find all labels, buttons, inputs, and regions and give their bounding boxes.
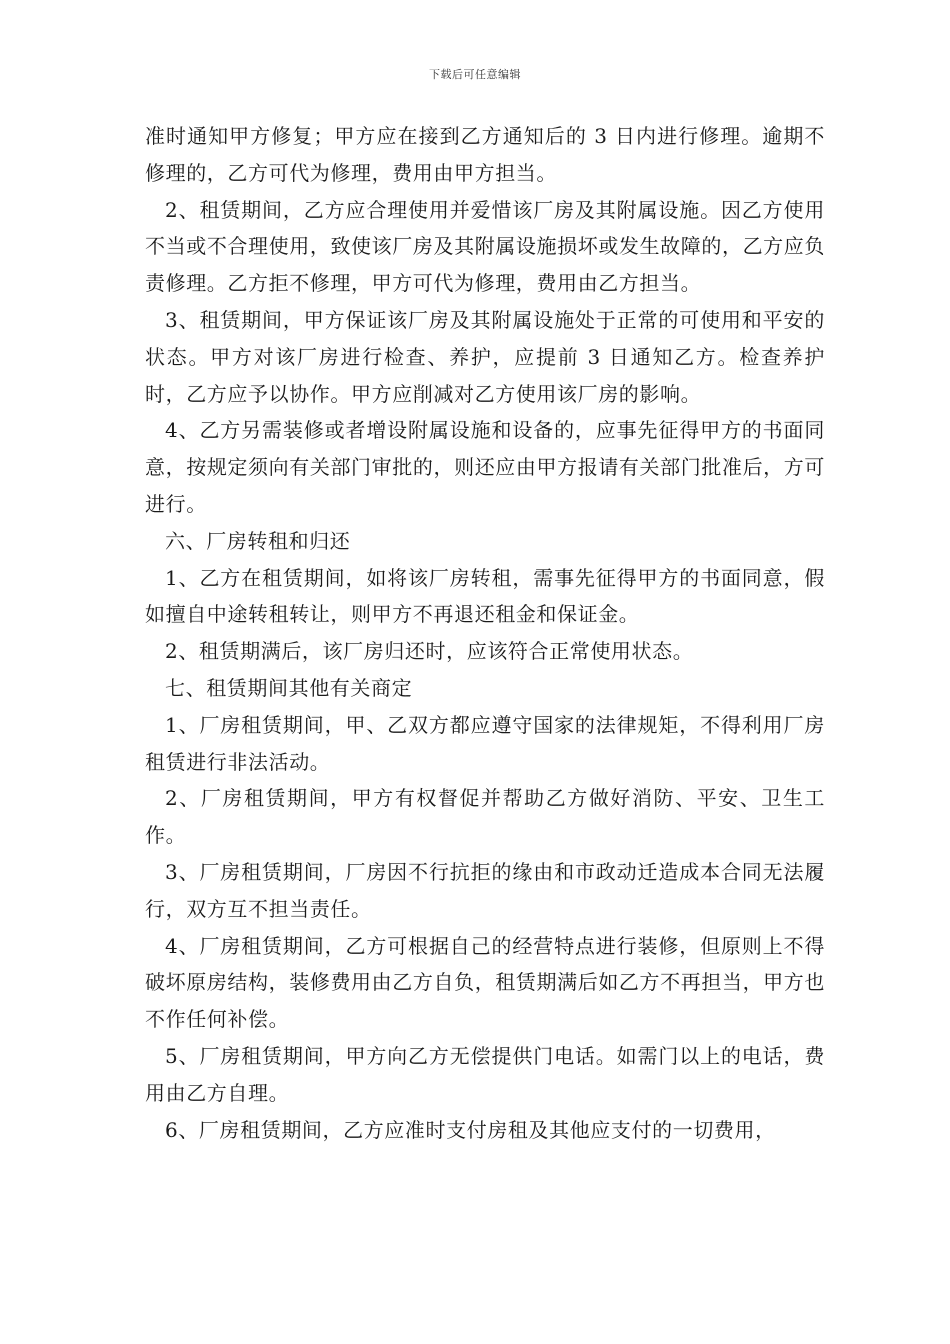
paragraph: 3、厂房租赁期间，厂房因不行抗拒的缘由和市政动迁造成本合同无法履行，双方互不担当责任。 (145, 859, 825, 921)
document-body (145, 118, 825, 1148)
paragraph: 2、租赁期间，乙方应合理使用并爱惜该厂房及其附属设施。因乙方使用不当或不合理使用，致使该厂房及其附属设施损坏或发生故障的，乙方应负责修理。乙方拒不修理，甲方可代为修理，费用由乙方担当。 (145, 197, 825, 296)
paragraph: 准时通知甲方修复；甲方应在接到乙方通知后的 3 日内进行修理。逾期不修理的，乙方可代为修理，费用由甲方担当。 (145, 124, 825, 185)
paragraph: 6、厂房租赁期间，乙方应准时支付房租及其他应支付的一切费用， (165, 1117, 776, 1142)
paragraph: 1、厂房租赁期间，甲、乙双方都应遵守国家的法律规矩，不得利用厂房租赁进行非法活动。 (145, 712, 825, 774)
page-header: 下载后可任意编辑 (429, 68, 521, 81)
paragraph: 4、厂房租赁期间，乙方可根据自己的经营特点进行装修，但原则上不得破坏原房结构，装修费用由乙方自负，租赁期满后如乙方不再担当，甲方也不作任何补偿。 (145, 933, 825, 1032)
paragraph: 4、乙方另需装修或者增设附属设施和设备的，应事先征得甲方的书面同意，按规定须向有关部门审批的，则还应由甲方报请有关部门批准后，方可进行。 (145, 418, 825, 516)
paragraph: 2、厂房租赁期间，甲方有权督促并帮助乙方做好消防、平安、卫生工作。 (145, 786, 825, 848)
section-heading: 七、租赁期间其他有关商定 (165, 675, 413, 700)
paragraph: 5、厂房租赁期间，甲方向乙方无偿提供门电话。如需门以上的电话，费用由乙方自理。 (145, 1043, 825, 1105)
section-heading: 六、厂房转租和归还 (165, 528, 351, 553)
paragraph: 3、租赁期间，甲方保证该厂房及其附属设施处于正常的可使用和平安的状态。甲方对该厂房进行检查、养护，应提前 3 日通知乙方。检查养护时，乙方应予以协作。甲方应削减对乙方使用该厂房的影响。 (145, 307, 825, 406)
paragraph: 2、租赁期满后，该厂房归还时，应该符合正常使用状态。 (165, 639, 694, 664)
paragraph: 1、乙方在租赁期间，如将该厂房转租，需事先征得甲方的书面同意，假如擅自中途转租转让，则甲方不再退还租金和保证金。 (145, 565, 825, 627)
